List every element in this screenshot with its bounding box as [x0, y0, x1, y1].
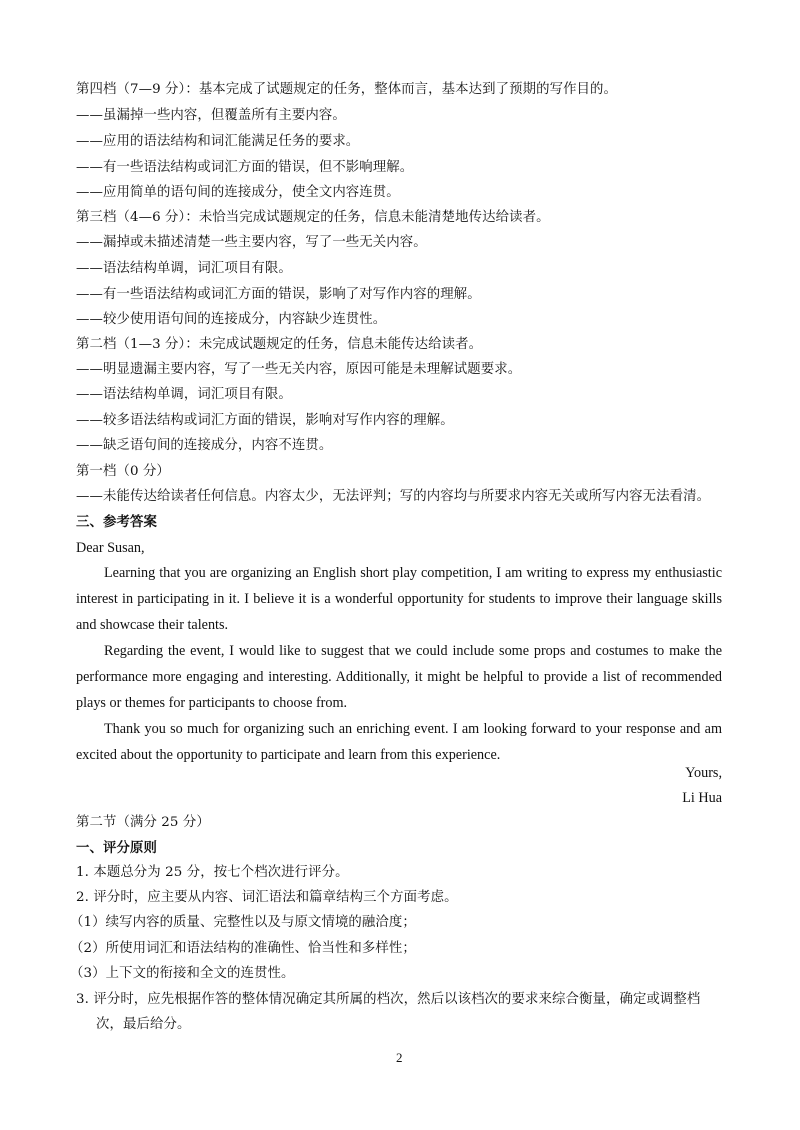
- tier1-heading: 第一档（0 分）: [76, 464, 170, 479]
- letter-paragraph: Learning that you are organizing an English short play competition, I am writing to express my enthusiastic interest in participating in it. I believe it is a wonderful opportunity for students to improve their language skills and showcase their talents.: [76, 565, 722, 633]
- tier2-item: ——语法结构单调，词汇项目有限。: [76, 387, 292, 402]
- tier3-item: ——有一些语法结构或词汇方面的错误，影响了对写作内容的理解。: [76, 287, 481, 302]
- page-number: 2: [396, 1050, 403, 1065]
- tier3-item: ——漏掉或未描述清楚一些主要内容，写了一些无关内容。: [76, 235, 427, 250]
- tier2-heading: 第二档（1—3 分）：未完成试题规定的任务，信息未能传达给读者。: [76, 337, 483, 352]
- section2-title: 第二节（满分 25 分）: [76, 815, 210, 830]
- tier4-item: ——有一些语法结构或词汇方面的错误，但不影响理解。: [76, 160, 414, 175]
- tier2-item: ——明显遗漏主要内容，写了一些无关内容，原因可能是未理解试题要求。: [76, 362, 522, 377]
- rule-line: 2. 评分时，应主要从内容、词汇语法和篇章结构三个方面考虑。: [76, 890, 458, 905]
- answer-heading: 三、参考答案: [76, 514, 157, 530]
- letter-closing: Yours,: [685, 765, 722, 781]
- rule-line: 3. 评分时，应先根据作答的整体情况确定其所属的档次，然后以该档次的要求来综合衡量，确定或调整档: [76, 992, 701, 1007]
- letter-signature: Li Hua: [682, 790, 722, 806]
- rule-line: 1. 本题总分为 25 分，按七个档次进行评分。: [76, 865, 349, 880]
- tier4-item: ——应用简单的语句间的连接成分，使全文内容连贯。: [76, 185, 400, 200]
- tier1-item: ——未能传达给读者任何信息。内容太少，无法评判；写的内容均与所要求内容无关或所写内容无法看清。: [76, 489, 711, 504]
- rule-line-continued: 次，最后给分。: [96, 1017, 191, 1032]
- tier4-item: ——虽漏掉一些内容，但覆盖所有主要内容。: [76, 108, 346, 123]
- tier3-item: ——较少使用语句间的连接成分，内容缺少连贯性。: [76, 312, 387, 327]
- letter-salutation: Dear Susan,: [76, 540, 145, 556]
- tier3-item: ——语法结构单调，词汇项目有限。: [76, 261, 292, 276]
- tier4-heading: 第四档（7—9 分）：基本完成了试题规定的任务，整体而言，基本达到了预期的写作目的。: [76, 82, 618, 97]
- rule-subitem: （2）所使用词汇和语法结构的准确性、恰当性和多样性；: [70, 941, 416, 956]
- letter-body: [76, 560, 722, 768]
- tier4-item: ——应用的语法结构和词汇能满足任务的要求。: [76, 134, 360, 149]
- rule-subitem: （1）续写内容的质量、完整性以及与原文情境的融洽度；: [70, 915, 416, 930]
- letter-paragraph: Regarding the event, I would like to suggest that we could include some props and costumes to make the performance more engaging and interesting. Additionally, it might be helpful to provide a list of recommended plays or themes for participants to choose from.: [76, 643, 722, 711]
- tier2-item: ——较多语法结构或词汇方面的错误，影响对写作内容的理解。: [76, 413, 454, 428]
- rule-subitem: （3）上下文的衔接和全文的连贯性。: [70, 966, 295, 981]
- letter-paragraph: Thank you so much for organizing such an enriching event. I am looking forward to your response and am excited about the opportunity to participate and learn from this experience.: [76, 721, 722, 763]
- tier3-heading: 第三档（4—6 分）：未恰当完成试题规定的任务，信息未能清楚地传达给读者。: [76, 210, 550, 225]
- principles-heading: 一、评分原则: [76, 840, 157, 856]
- tier2-item: ——缺乏语句间的连接成分，内容不连贯。: [76, 438, 333, 453]
